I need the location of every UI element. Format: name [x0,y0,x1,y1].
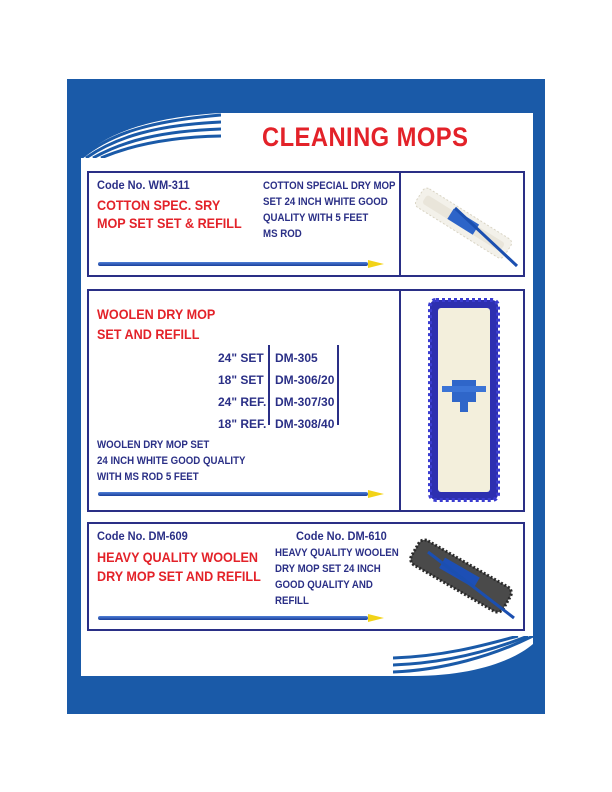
cotton-dry-mop-image [407,178,519,270]
mop-rod-image [98,616,368,620]
variant-size: 24" SET [218,351,264,365]
variant-size: 18" REF. [218,417,267,431]
product-description-line: COTTON SPECIAL DRY MOP [263,180,396,192]
variant-divider [268,345,270,425]
product-code: Code No. DM-609 [97,529,188,543]
woolen-dry-mop-image [426,296,502,504]
variant-code: DM-306/20 [275,373,335,387]
product-description-line: QUALITY WITH 5 FEET [263,212,369,224]
top-swoosh-decoration [81,113,221,158]
mop-rod-tip [368,614,384,622]
page-title: CLEANING MOPS [262,122,469,152]
product-name-line1: WOOLEN DRY MOP [97,306,216,322]
product-description-line: 24 INCH WHITE GOOD QUALITY [97,455,246,467]
product-name-line1: HEAVY QUALITY WOOLEN [97,549,259,565]
variant-code: DM-308/40 [275,417,335,431]
mop-rod-tip [368,260,384,268]
variant-size: 18" SET [218,373,264,387]
variant-code: DM-305 [275,351,318,365]
heavy-woolen-mop-image [402,528,520,624]
variant-code: DM-307/30 [275,395,335,409]
product-name-line2: SET AND REFILL [97,326,200,342]
product-code: Code No. WM-311 [97,178,190,192]
product-description-line: WITH MS ROD 5 FEET [97,471,199,483]
mop-rod-tip [368,490,384,498]
product-name-line2: DRY MOP SET AND REFILL [97,568,261,584]
product-code-secondary: Code No. DM-610 [296,529,387,543]
product-description-line: SET 24 INCH WHITE GOOD [263,196,388,208]
product-description-line: GOOD QUALITY AND [275,579,373,591]
product-description-line: WOOLEN DRY MOP SET [97,439,210,451]
product-name-line2: MOP SET SET & REFILL [97,215,242,231]
product-name-line1: COTTON SPEC. SRY [97,197,221,213]
product-description-line: HEAVY QUALITY WOOLEN [275,547,399,559]
variant-size: 24" REF. [218,395,267,409]
product-description-line: REFILL [275,595,309,607]
bottom-swoosh-decoration [393,636,533,676]
product-description-line: DRY MOP SET 24 INCH [275,563,381,575]
mop-rod-image [98,492,368,496]
mop-rod-image [98,262,368,266]
variant-table-edge [337,345,339,425]
product-description-line: MS ROD [263,228,302,240]
